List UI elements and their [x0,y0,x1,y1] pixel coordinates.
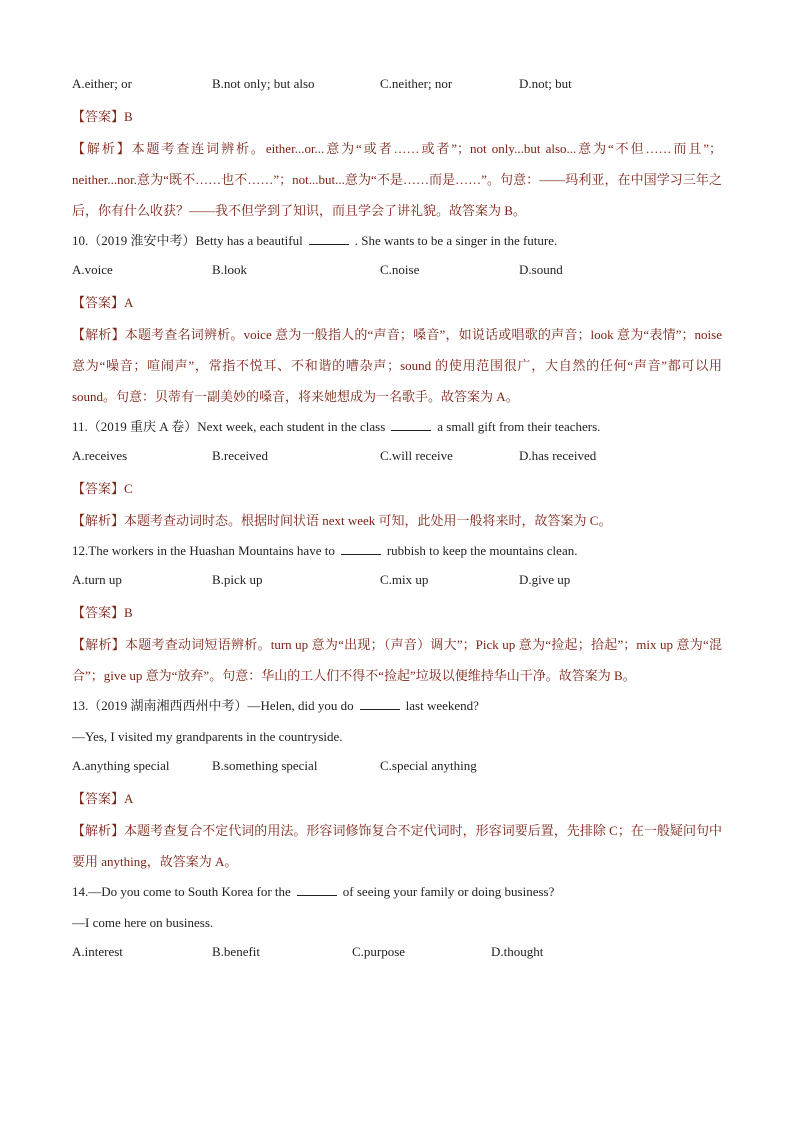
q11-options [72,448,722,468]
option-c: C.mix up [380,572,429,587]
q14-stem: 14.—Do you come to South Korea for the of seeing your family or doing business? [72,884,555,899]
q11-explanation: 【解析】本题考查动词时态。根据时间状语 next week 可知，此处用一般将来时，故答案为 C。 [72,513,612,528]
q10-explanation: 【解析】本题考查名词辨析。voice 意为一般指人的“声音；嗓音”，如说话或唱歌的声音；look 意为“表情”；noise 意为“噪音；喧闹声”，常指不悦耳、不和谐的嘈杂声；sound 的使用范围很广，大自然的任何“声音”都可以用 sound。句意：贝蒂有一副美妙的嗓音，将来她想成为一名歌手。故答案为 A。 [72,327,722,404]
q12-options [72,572,722,592]
option-c: C.will receive [380,448,453,463]
option-a: A.anything special [72,758,170,773]
q13-reply: —Yes, I visited my grandparents in the countryside. [72,729,343,744]
option-b: B.received [212,448,268,463]
q13-explanation: 【解析】本题考查复合不定代词的用法。形容词修饰复合不定代词时，形容词要后置，先排除 C；在一般疑问句中要用 anything，故答案为 A。 [72,823,722,869]
option-b: B.pick up [212,572,263,587]
answer-blank [391,418,431,431]
option-c: C.purpose [352,944,406,959]
q9-options [72,76,722,96]
option-d: D.give up [519,572,571,587]
q12-explanation: 【解析】本题考查动词短语辨析。turn up 意为“出现；（声音）调大”；Pick up 意为“捡起；拾起”；mix up 意为“混合”；give up 意为“放弃”。句意：华山的工人们不得不“捡起”垃圾以便维持华山干净。故答案为 B。 [72,637,722,683]
answer-blank [360,697,400,710]
q11-stem: 11.（2019 重庆 A 卷）Next week, each student in the class a small gift from their teachers. [72,419,601,434]
option-a: A.receives [72,448,128,463]
option-a: A.turn up [72,572,122,587]
answer-blank [309,232,349,245]
option-d: D.thought [491,944,544,959]
q9-explanation: 【解析】本题考查连词辨析。either...or...意为“或者……或者”；not only...but also...意为“不但……而且”；neither...nor.意为“既不……也不……”；not...but...意为“不是……而是……”。句意：——玛利亚，在中国学习三年之后，你有什么收获？——我不但学到了知识，而且学会了讲礼貌。故答案为 B。 [72,141,722,218]
option-c: C.noise [380,262,420,277]
option-c: C.special anything [380,758,477,773]
exam-page [72,76,722,975]
q14-options [72,944,722,964]
q10-options [72,262,722,282]
q13-stem: 13.（2019 湖南湘西西州中考）—Helen, did you do last weekend? [72,698,479,713]
q13-options [72,758,722,778]
option-d: D.has received [519,448,597,463]
answer-blank [341,542,381,555]
q14-reply: —I come here on business. [72,915,214,930]
q9-answer: 【答案】B [72,109,133,124]
option-d: D.sound [519,262,563,277]
q12-answer: 【答案】B [72,605,133,620]
q13-answer: 【答案】A [72,791,134,806]
q11-answer: 【答案】C [72,481,133,496]
q12-stem: 12.The workers in the Huashan Mountains have to rubbish to keep the mountains clean. [72,543,578,558]
option-c: C.neither; nor [380,76,453,91]
option-a: A.voice [72,262,113,277]
option-a: A.interest [72,944,123,959]
answer-blank [297,883,337,896]
option-b: B.something special [212,758,318,773]
option-d: D.not; but [519,76,572,91]
q10-answer: 【答案】A [72,295,134,310]
q10-stem: 10.（2019 淮安中考）Betty has a beautiful . She wants to be a singer in the future. [72,233,558,248]
option-a: A.either; or [72,76,132,91]
option-b: B.not only; but also [212,76,315,91]
option-b: B.benefit [212,944,261,959]
option-b: B.look [212,262,248,277]
